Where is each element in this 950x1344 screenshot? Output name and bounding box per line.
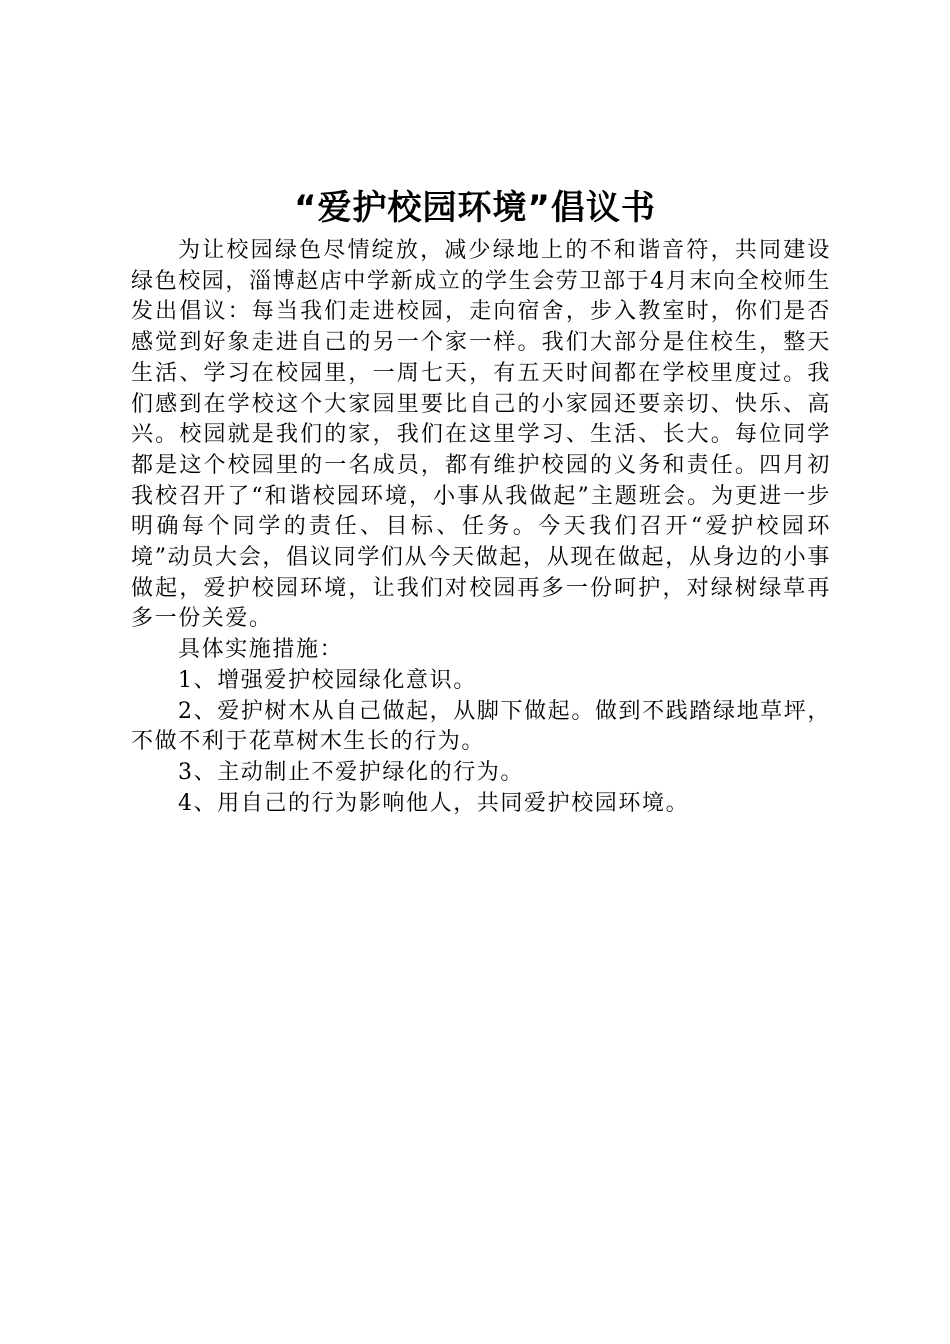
measure-item-2: 2、爱护树木从自己做起，从脚下做起。做到不践踏绿地草坪，不做不利于花草树木生长的行为。 bbox=[131, 698, 831, 755]
document-body bbox=[131, 236, 831, 819]
proposal-paragraph: 为让校园绿色尽情绽放，减少绿地上的不和谐音符，共同建设绿色校园，淄博赵店中学新成立的学生会劳卫部于4月末向全校师生发出倡议：每当我们走进校园，走向宿舍，步入教室时，你们是否感觉到好象走进自己的另一个家一样。我们大部分是住校生，整天生活、学习在校园里，一周七天，有五天时间都在学校里度过。我们感到在学校这个大家园里要比自己的小家园还要亲切、快乐、高兴。校园就是我们的家，我们在这里学习、生活、长大。每位同学都是这个校园里的一名成员，都有维护校园的义务和责任。四月初我校召开了“和谐校园环境，小事从我做起”主题班会。为更进一步明确每个同学的责任、目标、任务。今天我们召开“爱护校园环境”动员大会，倡议同学们从今天做起，从现在做起，从身边的小事做起，爱护校园环境，让我们对校园再多一份呵护，对绿树绿草再多一份关爱。 bbox=[131, 238, 831, 632]
measure-item-4: 4、用自己的行为影响他人，共同爱护校园环境。 bbox=[178, 790, 690, 816]
measures-heading: 具体实施措施： bbox=[178, 637, 344, 663]
measure-item-1: 1、增强爱护校园绿化意识。 bbox=[178, 667, 477, 693]
document-title: “爱护校园环境”倡议书 bbox=[294, 188, 656, 228]
measure-item-3: 3、主动制止不爱护绿化的行为。 bbox=[178, 759, 524, 785]
